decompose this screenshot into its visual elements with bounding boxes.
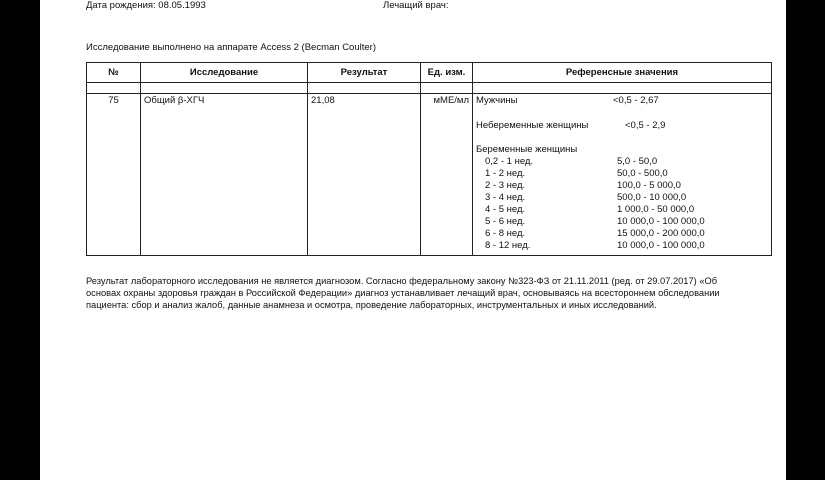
- results-table: [86, 62, 772, 256]
- ref-preg-period: 6 - 8 нед.: [485, 228, 526, 239]
- ref-preg-period: 4 - 5 нед.: [485, 204, 526, 215]
- table-row: [87, 94, 772, 256]
- ref-preg-value: 15 000,0 - 200 000,0: [617, 228, 705, 239]
- ref-preg-period: 5 - 6 нед.: [485, 216, 526, 227]
- ref-preg-value: 10 000,0 - 100 000,0: [617, 240, 705, 251]
- row-unit: мМЕ/мл: [421, 94, 473, 256]
- table-header-row: [87, 63, 772, 83]
- col-reference: Референсные значения: [473, 63, 772, 83]
- disclaimer: Результат лабораторного исследования не является диагнозом. Согласно федеральному закону №323-ФЗ от 21.11.2011 (ред. от 29.07.2017) «Об основах охраны здоровья граждан в Российской Федерации» диагноз устанавливает лечащий врач, основываясь на всестороннем обследовании пациента: сбор и анализ жалоб, данные анамнеза и осмотра, проведение лабораторных, инструментальных и иных исследований.: [86, 276, 720, 311]
- attending-doctor: Лечащий врач:: [383, 0, 449, 11]
- table-spacer-row: [87, 83, 772, 94]
- ref-men-value: <0,5 - 2,67: [613, 95, 659, 106]
- col-result: Результат: [308, 63, 421, 83]
- ref-preg-value: 1 000,0 - 50 000,0: [617, 204, 695, 215]
- dob-value: 08.05.1993: [158, 0, 206, 11]
- row-test: Общий β-ХГЧ: [141, 94, 308, 256]
- col-test: Исследование: [141, 63, 308, 83]
- col-unit: Ед. изм.: [421, 63, 473, 83]
- date-of-birth: [86, 0, 206, 11]
- ref-preg-value: 5,0 - 50,0: [617, 156, 658, 167]
- ref-preg-period: 3 - 4 нед.: [485, 192, 526, 203]
- device-note: Исследование выполнено на аппарате Access 2 (Becman Coulter): [86, 42, 376, 53]
- ref-preg-value: 50,0 - 500,0: [617, 168, 668, 179]
- ref-preg-period: 8 - 12 нед.: [485, 240, 531, 251]
- row-number: 75: [87, 94, 141, 256]
- ref-preg-period: 0,2 - 1 нед.: [485, 156, 534, 167]
- ref-preg-value: 10 000,0 - 100 000,0: [617, 216, 705, 227]
- ref-preg-period: 2 - 3 нед.: [485, 180, 526, 191]
- ref-preg-period: 1 - 2 нед.: [485, 168, 526, 179]
- ref-preg-label: Беременные женщины: [476, 144, 578, 155]
- ref-preg-value: 500,0 - 10 000,0: [617, 192, 687, 203]
- ref-men-label: Мужчины: [476, 95, 518, 106]
- ref-nonpreg-label: Небеременные женщины: [476, 120, 589, 131]
- row-result: 21,08: [308, 94, 421, 256]
- ref-nonpreg-value: <0,5 - 2,9: [625, 120, 666, 131]
- document-page: [40, 0, 786, 480]
- reference-values: [476, 95, 768, 253]
- row-reference: [473, 94, 772, 256]
- ref-preg-value: 100,0 - 5 000,0: [617, 180, 681, 191]
- col-number: №: [87, 63, 141, 83]
- dob-label: Дата рождения:: [86, 0, 156, 11]
